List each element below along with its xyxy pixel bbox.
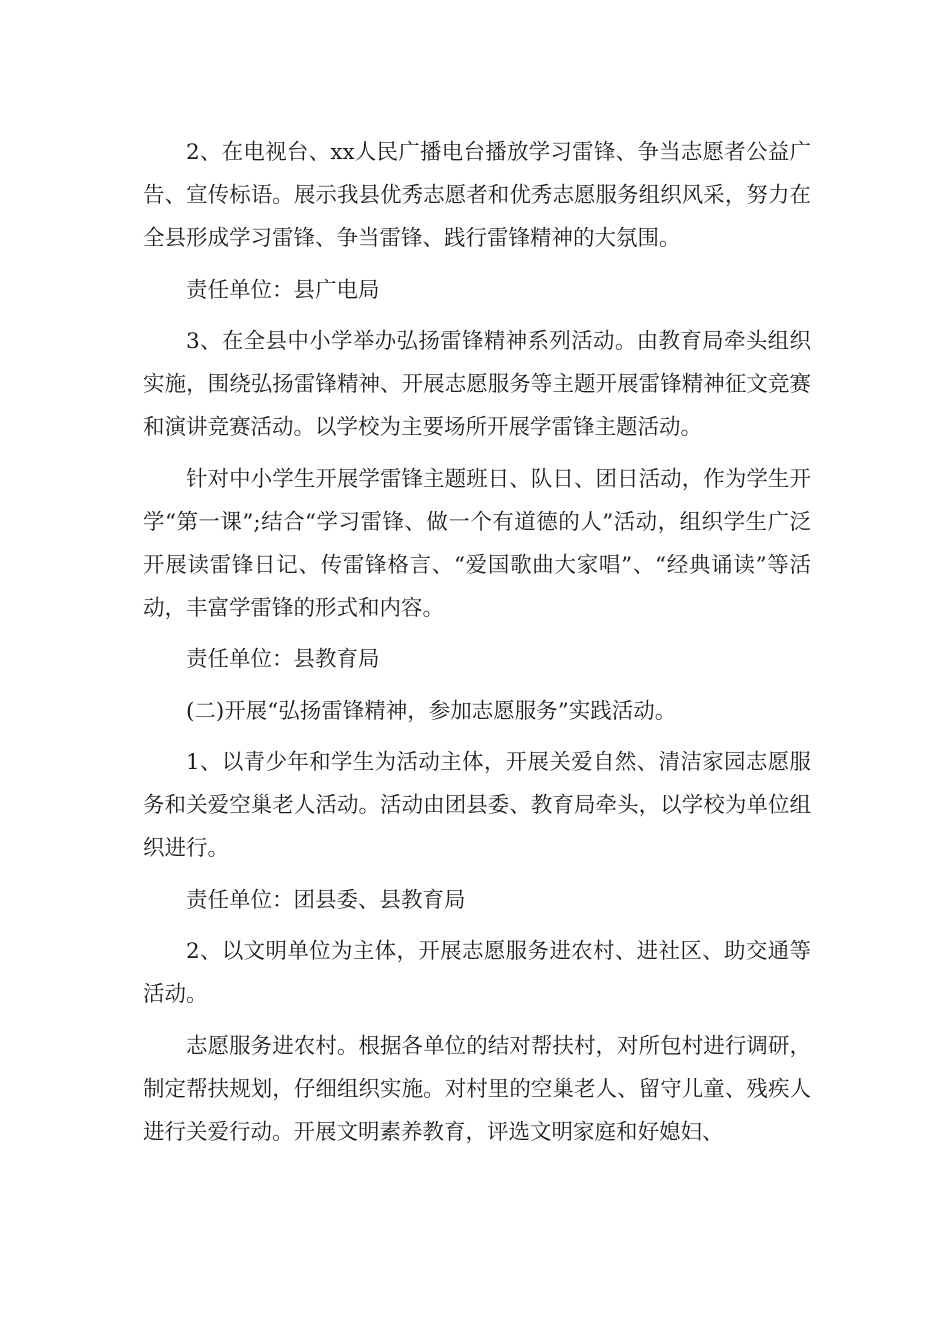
responsible-unit-youth-league: 责任单位：团县委、县教育局 <box>186 887 466 913</box>
responsible-unit-education: 责任单位：县教育局 <box>186 647 380 672</box>
paragraph-item-3-schools: 3、在全县中小学举办弘扬雷锋精神系列活动。由教育局牵头组织实施，围绕弘扬雷锋精神、开展志愿服务等主题开展雷锋精神征文竞赛和演讲竞赛活动。以学校为主要场所开展学雷锋主题活动。 <box>143 329 811 440</box>
section-heading-volunteer-practice: (二)开展“弘扬雷锋精神，参加志愿服务”实践活动。 <box>186 698 677 724</box>
paragraph-item-1-youth: 1、以青少年和学生为活动主体，开展关爱自然、清洁家园志愿服务和关爱空巢老人活动。活动由团县委、教育局牵头，以学校为单位组织进行。 <box>143 750 811 861</box>
document-body <box>143 131 811 1162</box>
paragraph-item-2-broadcast: 2、在电视台、xx人民广播电台播放学习雷锋、争当志愿者公益广告、宣传标语。展示我县优秀志愿者和优秀志愿服务组织风采，努力在全县形成学习雷锋、争当雷锋、践行雷锋精神的大氛围。 <box>143 140 811 251</box>
paragraph-item-2-civilized-units: 2、以文明单位为主体，开展志愿服务进农村、进社区、助交通等活动。 <box>143 939 811 1007</box>
responsible-unit-broadcast: 责任单位：县广电局 <box>186 277 380 303</box>
paragraph-rural-volunteer-service: 志愿服务进农村。根据各单位的结对帮扶村，对所包村进行调研，制定帮扶规划，仔细组织实施。对村里的空巢老人、留守儿童、残疾人进行关爱行动。开展文明素养教育，评选文明家庭和好媳妇、 <box>143 1033 811 1145</box>
paragraph-student-activities: 针对中小学生开展学雷锋主题班日、队日、团日活动，作为学生开学“第一课”;结合“学习雷锋、做一个有道德的人”活动，组织学生广泛开展读雷锋日记、传雷锋格言、“爱国歌曲大家唱”、“经典诵读”等活动，丰富学雷锋的形式和内容。 <box>143 466 811 621</box>
